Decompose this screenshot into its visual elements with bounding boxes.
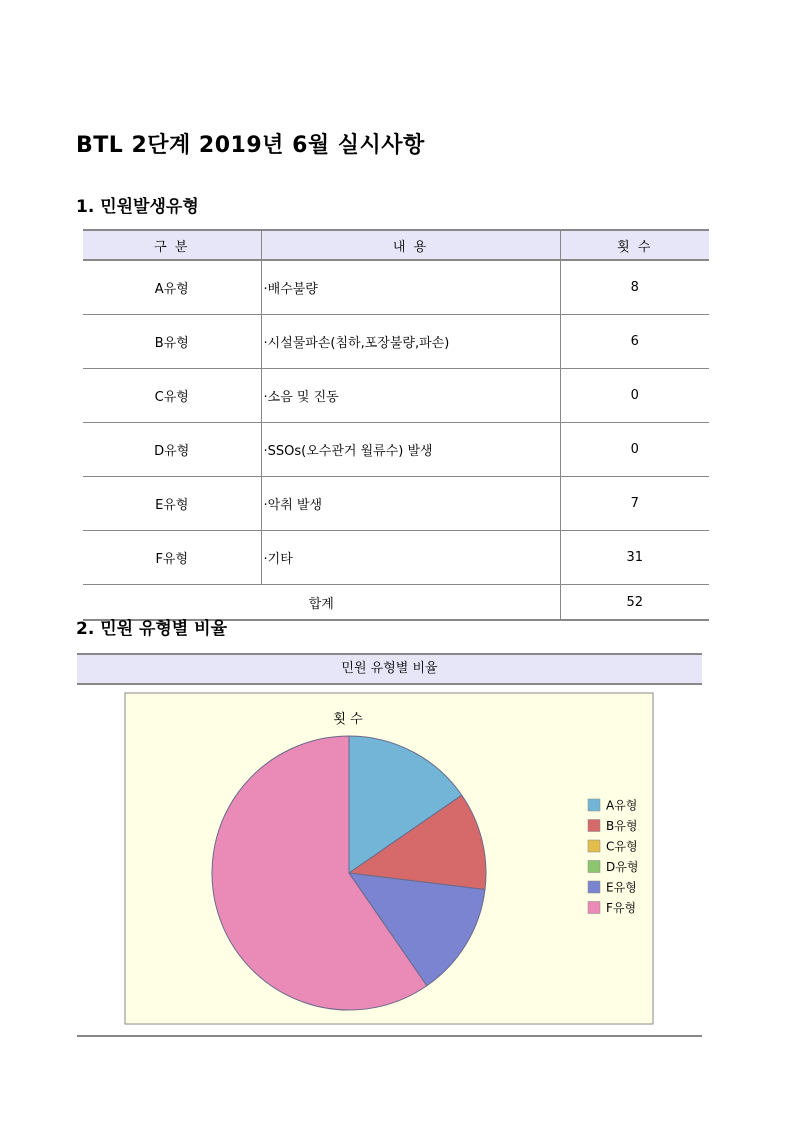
legend-label: B유형 <box>606 819 638 833</box>
row-content: ·소음 및 진동 <box>261 369 560 423</box>
row-content: ·기타 <box>261 531 560 585</box>
table-row <box>83 531 709 585</box>
legend-swatch <box>588 840 600 852</box>
row-content: ·시설물파손(침하,포장불량,파손) <box>261 315 560 369</box>
header-content: 내 용 <box>261 230 560 260</box>
total-count: 52 <box>560 585 709 621</box>
row-type: A유형 <box>83 260 261 315</box>
row-count: 7 <box>560 477 709 531</box>
row-type: E유형 <box>83 477 261 531</box>
row-content: ·SSOs(오수관거 월류수) 발생 <box>261 423 560 477</box>
chart-panel <box>77 653 702 1037</box>
row-count: 6 <box>560 315 709 369</box>
row-count: 0 <box>560 369 709 423</box>
table-row <box>83 369 709 423</box>
section-heading-complaint-types: 1. 민원발생유형 <box>76 197 199 217</box>
row-content: ·악취 발생 <box>261 477 560 531</box>
page-title: BTL 2단계 2019년 6월 실시사항 <box>76 133 425 158</box>
legend-label: F유형 <box>606 901 637 915</box>
legend-swatch <box>588 799 600 811</box>
legend-label: C유형 <box>606 839 638 854</box>
header-count: 횟 수 <box>560 230 709 260</box>
legend-swatch <box>588 820 600 832</box>
row-type: C유형 <box>83 369 261 423</box>
table-row <box>83 260 709 315</box>
complaint-type-table <box>83 229 709 621</box>
legend-swatch <box>588 861 600 873</box>
total-label: 합계 <box>83 585 560 621</box>
row-content: ·배수불량 <box>261 260 560 315</box>
row-count: 31 <box>560 531 709 585</box>
header-category: 구 분 <box>83 230 261 260</box>
table-row <box>83 477 709 531</box>
row-type: B유형 <box>83 315 261 369</box>
row-type: F유형 <box>83 531 261 585</box>
row-type: D유형 <box>83 423 261 477</box>
row-count: 8 <box>560 260 709 315</box>
pie-chart <box>77 653 702 1035</box>
legend-label: A유형 <box>606 798 638 813</box>
table-row <box>83 315 709 369</box>
table-row <box>83 423 709 477</box>
chart-title: 횟 수 <box>333 712 363 727</box>
legend-label: D유형 <box>606 860 639 874</box>
legend-label: E유형 <box>606 880 637 895</box>
table-header-row <box>83 230 709 260</box>
row-count: 0 <box>560 423 709 477</box>
chart-panel-header: 민원 유형별 비율 <box>77 653 702 685</box>
legend-swatch <box>588 902 600 914</box>
legend-swatch <box>588 881 600 893</box>
section-heading-type-ratio: 2. 민원 유형별 비율 <box>76 619 227 639</box>
